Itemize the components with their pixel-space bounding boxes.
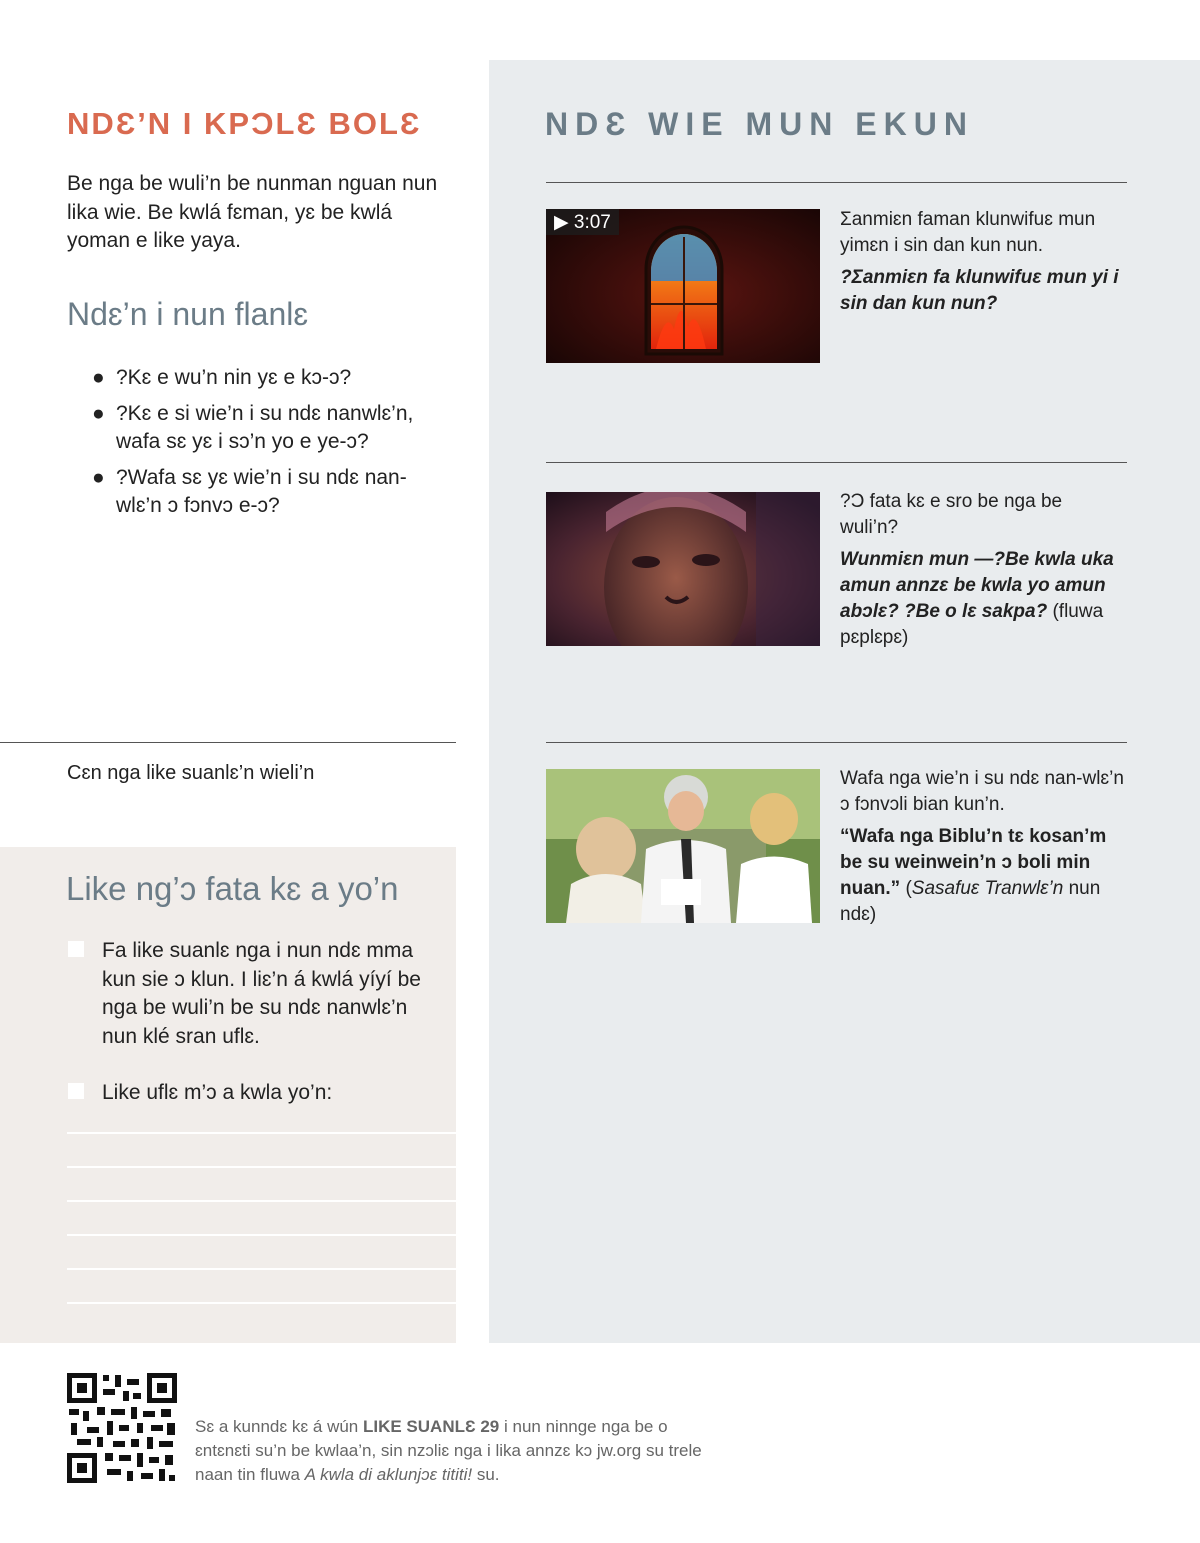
discussion-heading: Ndɛ’n i nun flanlɛ — [67, 296, 309, 332]
article-image[interactable] — [546, 492, 820, 646]
intro-paragraph: Be nga be wuli’n be nunman nguan nun lika wie. Be kwlá fɛman, yɛ be kwlá yoman e like yaya. — [67, 172, 438, 252]
divider — [546, 182, 1127, 183]
write-line[interactable] — [67, 1234, 456, 1236]
people-image — [546, 769, 820, 923]
write-line[interactable] — [67, 1268, 456, 1270]
qr-code-icon[interactable] — [67, 1373, 177, 1483]
divider — [0, 742, 456, 743]
discussion-questions — [92, 364, 452, 528]
item-description: ?Ɔ fata kɛ e sro be nga be wuli’n? Wunmiɛn mun —?Be kwla uka amun annzɛ be kwla yo amun abɔlɛ? ?Be o lɛ sakpa? (fluwa pɛplɛpɛ) — [840, 491, 1114, 648]
bullet-icon: ● — [92, 366, 105, 389]
goal-item-text: Like uflɛ m’ɔ a kwla yo’n: — [102, 1081, 333, 1104]
checkbox[interactable] — [68, 941, 84, 957]
write-line[interactable] — [67, 1166, 456, 1168]
item-description: Wafa nga wie’n i su ndɛ nan-wlɛ’n ɔ fɔnvɔli bian kun’n. “Wafa nga Biblu’n tɛ kosan’m be su weinwein’n ɔ boli min nuan.” (Sasafuɛ Tranwlɛ’n nun ndɛ) — [840, 768, 1124, 925]
face-image — [546, 492, 820, 646]
video-thumbnail[interactable] — [546, 209, 820, 363]
date-completed-label: Cɛn nga like suanlɛ’n wieli’n — [67, 762, 315, 784]
video-duration: ▶ 3:07 — [546, 209, 619, 235]
goal-item — [68, 1079, 438, 1108]
divider — [546, 742, 1127, 743]
write-line[interactable] — [67, 1132, 456, 1134]
divider — [546, 462, 1127, 463]
question-item: ● ?Kɛ e si wie’n i su ndɛ nanwlɛ’n, wafa sɛ yɛ i sɔ’n yo e ye-ɔ? — [92, 401, 414, 453]
checkbox[interactable] — [68, 1083, 84, 1099]
write-line[interactable] — [67, 1200, 456, 1202]
write-line[interactable] — [67, 1302, 456, 1304]
question-item: ● ?Kɛ e wu’n nin yɛ e kɔ-ɔ? — [92, 364, 452, 393]
goal-title: Like ng’ɔ fata kɛ a yo’n — [66, 870, 399, 907]
goal-item-text: Fa like suanlɛ nga i nun ndɛ mma kun sie ɔ klun. I liɛ’n á kwlá yíyí be nga be wuli’n be su ndɛ nanwlɛ’n nun klé sran uflɛ. — [102, 939, 421, 1048]
section-title: NDƐ’N I KPƆLƐ BOLƐ — [67, 106, 422, 141]
question-item: ● ?Wafa sɛ yɛ wie’n i su ndɛ nan-wlɛ’n ɔ fɔnvɔ e-ɔ? — [92, 465, 407, 517]
item-description: Ʃanmiɛn faman klunwifuɛ mun yimɛn i sin dan kun nun. ?Ʃanmiɛn fa klunwifuɛ mun yi i sin dan kun nun? — [840, 209, 1119, 314]
panel-title: NDƐ WIE MUN EKUN — [545, 106, 974, 142]
article-image[interactable] — [546, 769, 820, 923]
bullet-icon: ● — [92, 465, 105, 489]
bullet-icon: ● — [92, 401, 105, 425]
goal-item — [68, 937, 438, 1051]
footer-note: Sɛ a kunndɛ kɛ á wún LIKE SUANLƐ 29 i nun ninnge nga be o ɛntɛnɛti su’n be kwlaa’n, sin nzɔliɛ nga i lika annzɛ kɔ jw.org su trele naan tin fluwa A kwla di aklunjɔɛ tititi! su. — [195, 1417, 702, 1484]
